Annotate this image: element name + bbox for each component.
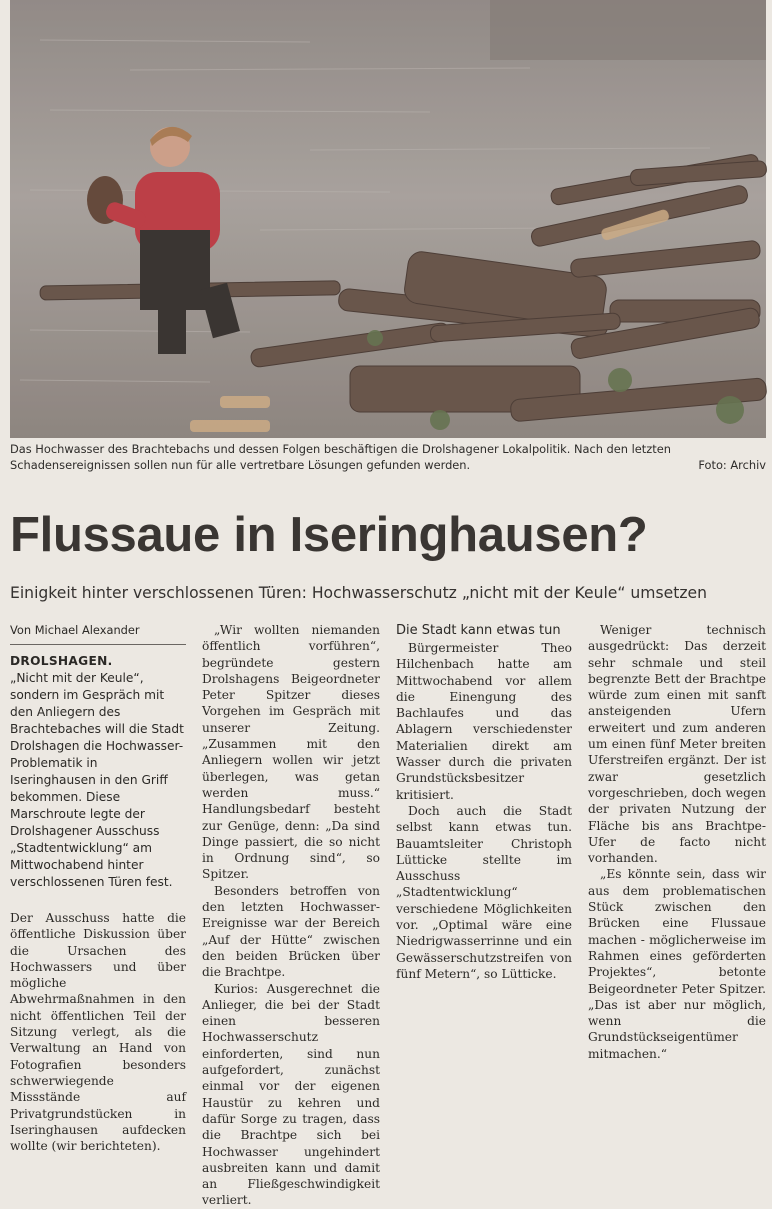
caption-text: Das Hochwasser des Brachtebachs und dessen Folgen beschäftigen die Drolshagener Lokalpolitik. Nach den letzten Schadensereignissen sollen nun für alle vertretbare Lösungen gefunden werden. xyxy=(10,442,671,472)
body-paragraph-7: Weniger technisch ausgedrückt: Das derzeit sehr schmale und steil begrenzte Bett der Brachtpe würde zum einen mit sanft ansteigenden Ufern erweitert und zum anderen um einen fünf Meter breiten Uferstreifen ergänzt. Der ist zwar gesetzlich vorgeschrieben, doch wegen der privaten Nutzung der Fläche bis ans Brachtpe-Ufer de facto nicht vorhanden. xyxy=(588,623,766,866)
headline: Flussaue in Iseringhausen? xyxy=(10,508,648,562)
body-paragraph-4: Kurios: Ausgerechnet die Anlieger, die bei der Stadt einen besseren Hochwasserschutz einforderten, sind nun aufgefordert, zunächst einmal vor der eigenen Haustür zu kehren und dafür Sorge zu tragen, dass die Brachtpe sich bei Hochwasser ungehindert ausbreiten kann und damit an Fließgeschwindigkeit verliert. xyxy=(202,981,380,1208)
article-column-3 xyxy=(396,622,572,1024)
photo-credit: Foto: Archiv xyxy=(698,458,766,472)
byline: Von Michael Alexander xyxy=(10,622,186,645)
subheadline: Einigkeit hinter verschlossenen Türen: Hochwasserschutz „nicht mit der Keule“ umsetzen xyxy=(10,584,707,602)
flood-scene-image xyxy=(10,0,766,438)
photo-caption xyxy=(10,441,766,473)
body-paragraph-8: „Es könnte sein, dass wir aus dem problematischen Stück zwischen den Brücken eine Flussaue machen - möglicherweise im Rahmen eines geförderten Projektes“, betonte Beigeordneter Peter Spitzer. „Das ist aber nur möglich, wenn die Grundstückseigentümer mitmachen.“ xyxy=(588,867,766,1061)
article-column-1 xyxy=(10,622,186,1154)
inline-subheading: Die Stadt kann etwas tun xyxy=(396,623,561,638)
lead-text: „Nicht mit der Keule“, sondern im Gespräch mit den Anliegern des Brachtebaches will die Stadt Drolshagen die Hochwasser-Problematik in Iseringhausen in den Griff bekommen. Diese Marschroute legte der Drolshagener Ausschuss „Stadtentwicklung“ am Mittwochabend hinter verschlossenen Türen fest. xyxy=(10,671,184,889)
body-paragraph-2: „Wir wollten niemanden öffentlich vorführen“, begründete gestern Drolshagens Beigeordneter Peter Spitzer dieses Vorgehen im Gespräch mit unserer Zeitung. „Zusammen mit den Anliegern wollen wir jetzt überlegen, was getan werden muss.“ Handlungsbedarf besteht zur Genüge, denn: „Da sind Dinge passiert, die so nicht in Ordnung sind“, so Spitzer. xyxy=(202,623,380,882)
article-column-2 xyxy=(202,622,380,1208)
body-paragraph-3: Besonders betroffen von den letzten Hochwasser-Ereignisse war der Bereich „Auf der Hütte“ zwischen den beiden Brücken über die Brachtpe. xyxy=(202,883,380,980)
lead-paragraph xyxy=(10,653,186,891)
dateline: DROLSHAGEN. xyxy=(10,654,113,668)
article-column-4 xyxy=(588,622,766,1061)
body-paragraph-5: Bürgermeister Theo Hilchenbach hatte am Mittwochabend vor allem die Einengung des Bachlaufes und das Ablagern verschiedenster Materialien direkt am Wasser durch die privaten Grundstücksbesitzer kritisiert. xyxy=(396,641,572,802)
body-paragraph-6: Doch auch die Stadt selbst kann etwas tun. Bauamtsleiter Christoph Lütticke stellte im Ausschuss „Stadtentwicklung“ verschiedene Möglichkeiten vor. „Optimal wäre eine Niedrigwasserrinne und ein Gewässerschutzstreifen von fünf Metern“, so Lütticke. xyxy=(396,803,572,981)
body-paragraph-1: Der Ausschuss hatte die öffentliche Diskussion über die Ursachen des Hochwassers und über mögliche Abwehrmaßnahmen in den nicht öffentlichen Teil der Sitzung verlegt, als die Verwaltung an Hand von Fotografien besonders schwerwiegende Missstände auf Privatgrundstücken in Iseringhausen aufdecken wollte (wir berichteten). xyxy=(10,911,186,1154)
news-photo xyxy=(10,0,766,438)
